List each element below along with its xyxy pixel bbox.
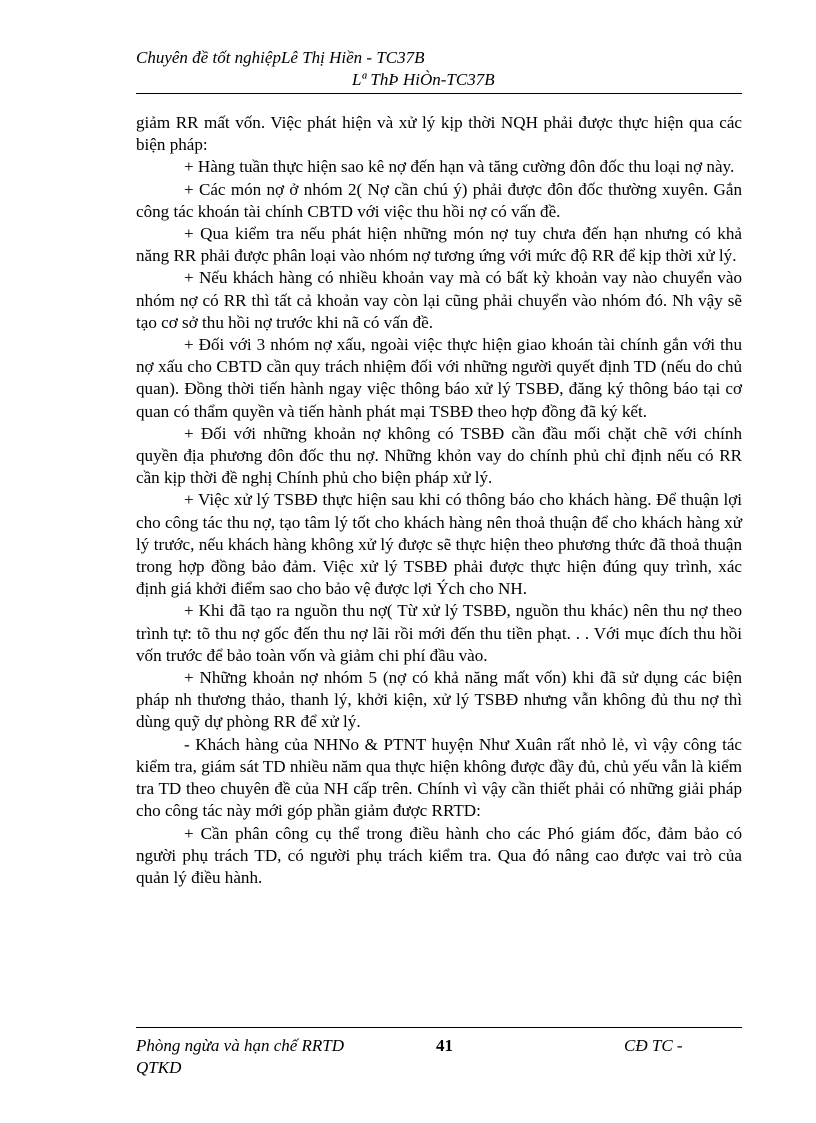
paragraph: + Hàng tuần thực hiện sao kê nợ đến hạn và tăng cường đôn đốc thu loại nợ này. <box>184 157 735 177</box>
footer-divider <box>136 1027 742 1028</box>
paragraph: + Những khoản nợ nhóm 5 (nợ có khả năng mất vốn) khi đã sử dụng các biện pháp nh thương thảo, thanh lý, khởi kiện, xử lý TSBĐ nhưng vẫn không đủ thu nợ thì dùng quỹ dự phòng RR để xử lý. <box>136 668 742 732</box>
paragraph: + Việc xử lý TSBĐ thực hiện sau khi có thông báo cho khách hàng. Để thuận lợi cho công tác thu nợ, tạo tâm lý tốt cho khách hàng nên thoả thuận để cho khách hàng xử lý trước, nếu khách hàng không xử lý được sẽ thực hiện theo phương thức đã thoả thuận trong hợp đồng bảo đảm. Việc xử lý TSBĐ phải được thực hiện đúng quy trình, xác định giá khởi điểm sao cho bảo vệ được lợi Ých cho NH. <box>136 490 742 599</box>
footer-topic: Phòng ngừa và hạn chế RRTD <box>136 1036 345 1055</box>
header-divider <box>136 93 742 94</box>
footer-program-continued: QTKD <box>136 1058 182 1077</box>
paragraph: + Đối với 3 nhóm nợ xấu, ngoài việc thực hiện giao khoán tài chính gắn với thu nợ xấu cho CBTD cần quy trách nhiệm đối với những người quyết định TD (nếu do chủ quan). Đồng thời tiến hành ngay việc thông báo xử lý TSBĐ, đăng ký thông báo tại cơ quan có thẩm quyền và tiến hành phát mại TSBĐ theo hợp đồng đã ký kết. <box>136 335 742 421</box>
paragraph: + Khi đã tạo ra nguồn thu nợ( Từ xử lý TSBĐ, nguồn thu khác) nên thu nợ theo trình tự: tõ thu nợ gốc đến thu nợ lãi rồi mới đến thu tiền phạt. . . Với mục đích thu hồi vốn trước để bảo toàn vốn và giảm chi phí đầu vào. <box>136 601 742 665</box>
paragraph: + Nếu khách hàng có nhiều khoản vay mà có bất kỳ khoản vay nào chuyển vào nhóm nợ có RR thì tất cả khoản vay còn lại cũng phải chuyển vào nhóm đó. Nh vậy sẽ tạo cơ sở thu hồi nợ trước khi nã có vấn đề. <box>136 268 742 332</box>
header-author: Lª ThÞ HiÒn-TC37B <box>352 70 495 89</box>
header-title: Chuyên đề tốt nghiệpLê Thị Hiền - TC37B <box>136 48 425 67</box>
paragraph: giảm RR mất vốn. Việc phát hiện và xử lý kịp thời NQH phải được thực hiện qua các biện pháp: <box>136 113 742 155</box>
paragraph: + Các món nợ ở nhóm 2( Nợ cần chú ý) phải được đôn đốc thường xuyên. Gắn công tác khoán tài chính CBTD với việc thu hồi nợ có vấn đề. <box>136 179 742 221</box>
paragraph: + Qua kiểm tra nếu phát hiện những món nợ tuy chưa đến hạn nhưng có khả năng RR phải được phân loại vào nhóm nợ tương ứng với mức độ RR để kịp thời xử lý. <box>136 224 742 266</box>
body-text <box>136 112 742 889</box>
footer-program: CĐ TC - <box>624 1036 683 1055</box>
paragraph: - Khách hàng của NHNo & PTNT huyện Như Xuân rất nhỏ lẻ, vì vậy công tác kiểm tra, giám sát TD nhiều năm qua thực hiện không được đầy đủ, chủ yếu vẫn là kiểm tra TD theo chuyên đề của NH cấp trên. Chính vì vậy cần thiết phải có những giải pháp cho công tác này mới góp phần giảm được RRTD: <box>136 734 742 821</box>
paragraph: + Cần phân công cụ thể trong điều hành cho các Phó giám đốc, đảm bảo có người phụ trách TD, có người phụ trách kiểm tra. Qua đó nâng cao được vai trò của quản lý điều hành. <box>136 823 742 887</box>
paragraph: + Đối với những khoản nợ không có TSBĐ cần đầu mối chặt chẽ với chính quyền địa phương đôn đốc thu nợ. Những khỏn vay do chính phủ chỉ định nếu có RR cần kịp thời đề nghị Chính phủ cho biện pháp xử lý. <box>136 423 742 488</box>
page-number: 41 <box>436 1036 453 1055</box>
